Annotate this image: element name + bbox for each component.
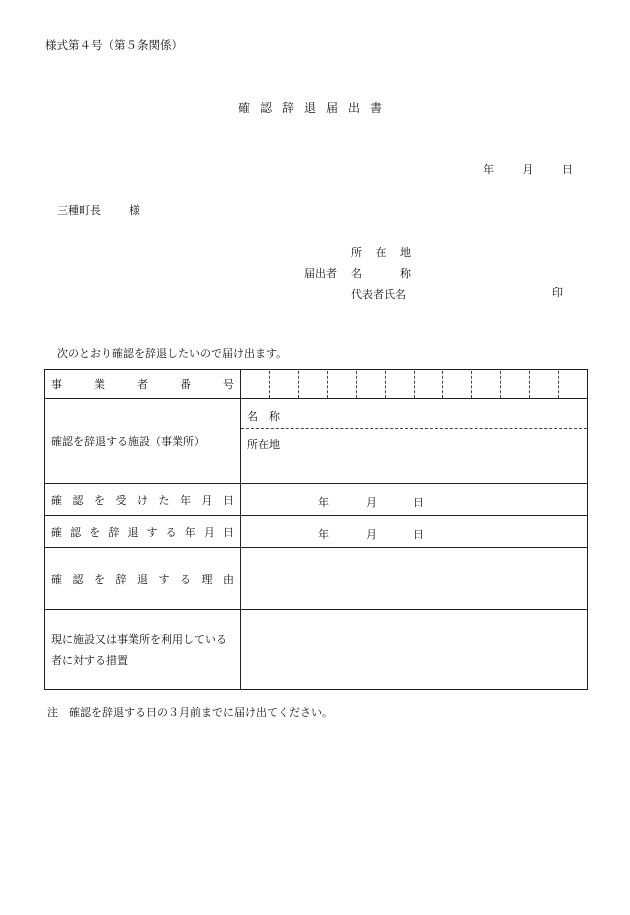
operator-number-row (45, 370, 588, 399)
reason-row (45, 548, 588, 610)
facility-row (45, 399, 588, 484)
confirmed-date-label: 確 認 を 受 け た 年 月 日 (45, 484, 241, 516)
note-text: 注 確認を辞退する日の３月前までに届け出てください。 (47, 706, 333, 719)
year-unit: 年 (318, 495, 329, 509)
addressee-honorific: 様 (129, 204, 140, 217)
day-unit: 日 (413, 527, 424, 541)
year-unit: 年 (483, 163, 494, 176)
reason-field[interactable] (241, 548, 588, 610)
confirmed-date-field[interactable] (241, 484, 588, 516)
digit-box[interactable] (298, 371, 327, 398)
operator-number-input[interactable] (241, 370, 588, 399)
confirmed-date-row (45, 484, 588, 516)
digit-box[interactable] (471, 371, 500, 398)
digit-box[interactable] (414, 371, 443, 398)
facility-name-field[interactable] (241, 399, 587, 429)
digit-box[interactable] (356, 371, 385, 398)
facility-label: 確認を辞退する施設（事業所） (45, 399, 241, 484)
month-unit: 月 (522, 163, 534, 176)
page-title: 確認辞退届出書 (237, 101, 392, 115)
digit-box[interactable] (241, 371, 269, 398)
form-number: 様式第４号（第５条関係） (45, 38, 183, 52)
measures-row (45, 610, 588, 690)
facility-address-label: 所在地 (247, 438, 280, 451)
month-unit: 月 (366, 495, 377, 509)
operator-number-label: 事 業 者 番 号 (45, 370, 241, 399)
intro-text: 次のとおり確認を辞退したいので届け出ます。 (57, 347, 288, 360)
month-unit: 月 (366, 527, 377, 541)
digit-box[interactable] (269, 371, 298, 398)
digit-box[interactable] (385, 371, 414, 398)
digit-box[interactable] (442, 371, 471, 398)
applicant-block (304, 242, 411, 305)
applicant-lead: 届出者 (304, 267, 337, 280)
digit-box[interactable] (500, 371, 529, 398)
name-label: 名 称 (351, 267, 411, 280)
seal-mark: 印 (552, 286, 563, 299)
withdraw-date-field[interactable] (241, 516, 588, 548)
representative-label: 代表者氏名 (351, 288, 406, 301)
digit-box[interactable] (327, 371, 356, 398)
addressee-name: 三種町長 (57, 204, 101, 217)
addressee (57, 202, 140, 218)
address-label: 所 在 地 (351, 246, 411, 259)
day-unit: 日 (562, 163, 573, 176)
measures-field[interactable] (241, 610, 588, 690)
measures-label: 現に施設又は事業所を利用している者に対する措置 (45, 610, 241, 690)
year-unit: 年 (318, 527, 329, 541)
withdraw-date-label: 確 認 を 辞 退 す る 年 月 日 (45, 516, 241, 548)
facility-name-label: 名 称 (247, 410, 280, 423)
reason-label: 確 認 を 辞 退 す る 理 由 (45, 548, 241, 610)
digit-box[interactable] (558, 371, 587, 398)
facility-field[interactable] (241, 399, 588, 484)
digit-box[interactable] (529, 371, 558, 398)
withdrawal-table (44, 369, 588, 690)
day-unit: 日 (413, 495, 424, 509)
withdraw-date-row (45, 516, 588, 548)
submission-date (483, 161, 573, 177)
